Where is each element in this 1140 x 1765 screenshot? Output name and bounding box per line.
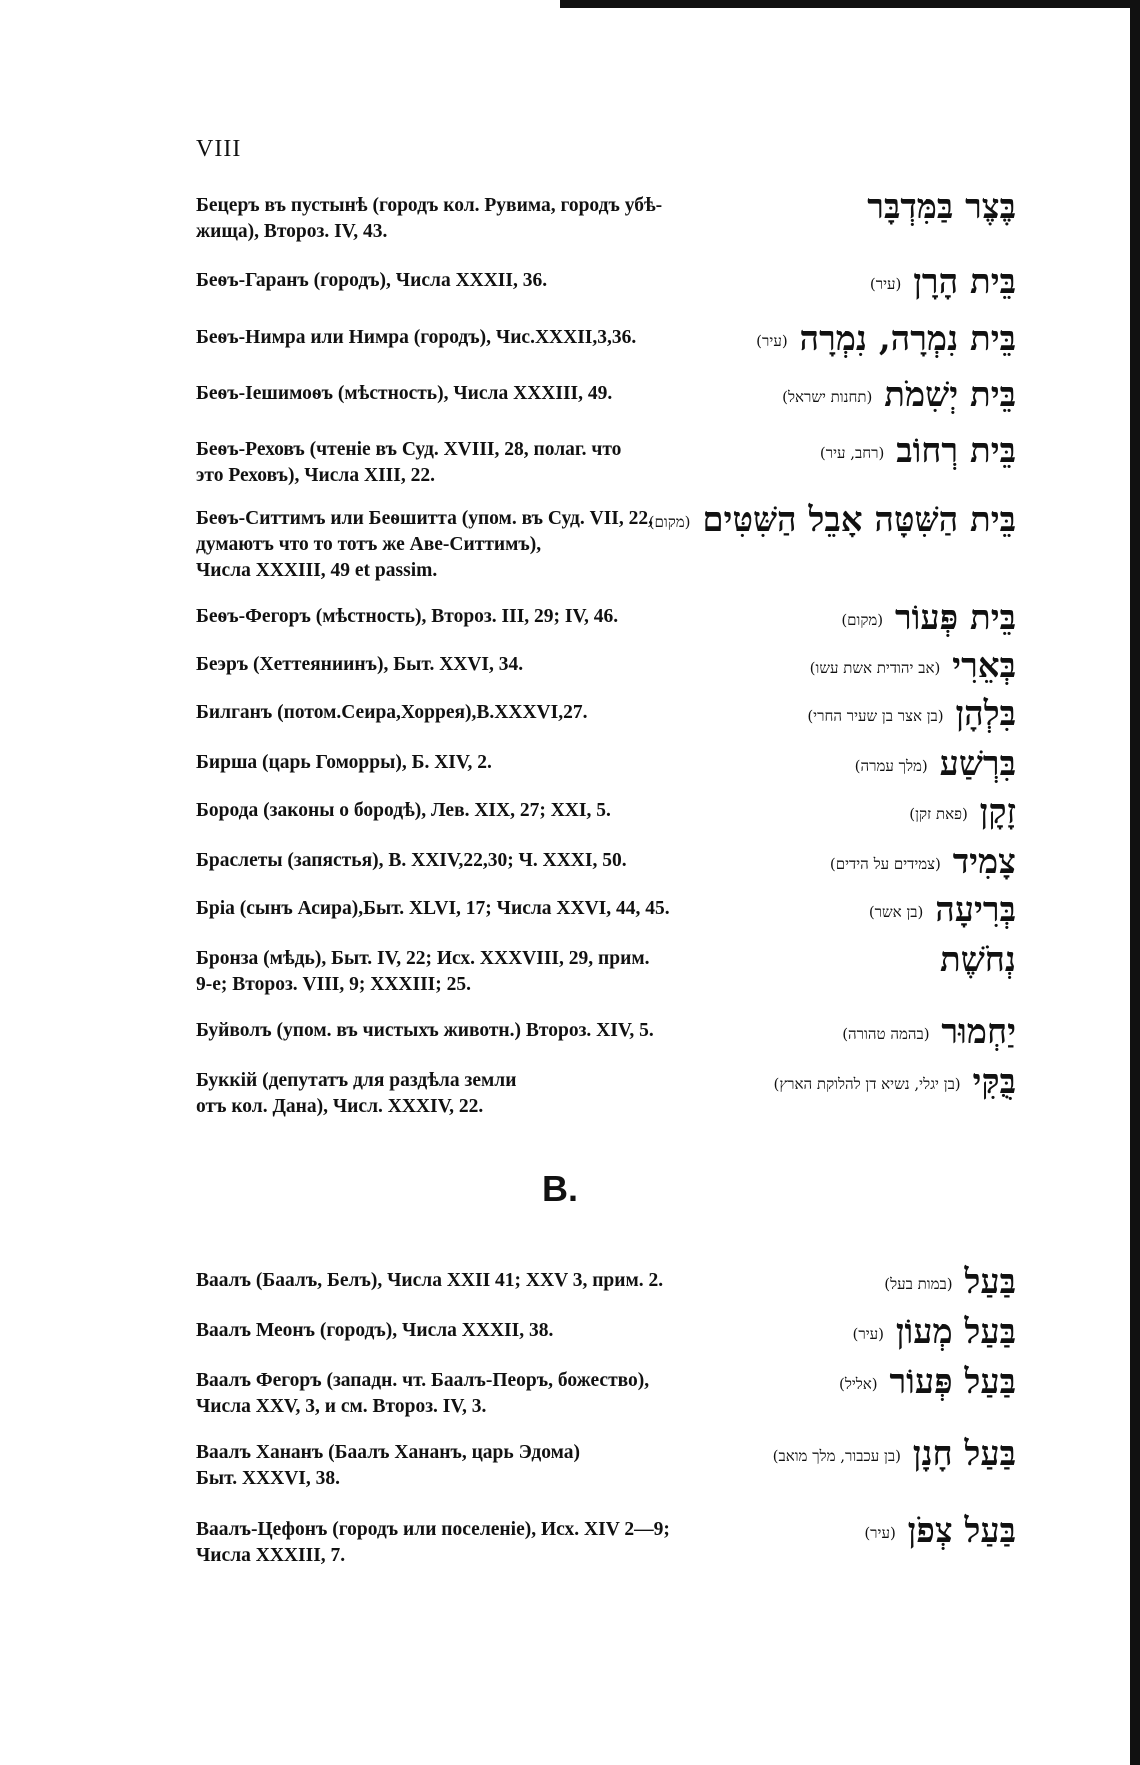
dictionary-entry [196, 1062, 1016, 1128]
entry-hebrew: זָקָן (פאת זקן) [909, 792, 1016, 832]
section-heading: В. [542, 1168, 578, 1209]
entry-russian: Бирша (царь Гоморры), Б. XIV, 2. [196, 752, 492, 773]
entry-hebrew: בֶּצֶר בַּמִּדְבָּר [867, 187, 1016, 227]
entry-hebrew: בַּעַל מְעוֹן (עיר) [852, 1312, 1016, 1352]
entry-russian: Беѳъ-Фегоръ (мѣстность), Второз. III, 29; IV, 46. [196, 606, 619, 627]
entry-russian: Беѳъ-Нимра или Нимра (городъ), Чис.XXXII,3,36. [196, 327, 637, 348]
entry-russian: Беѳъ-Реховъ (чтеніе въ Суд. XVIII, 28, полаг. что это Реховъ), Числа XIII, 22. [196, 439, 622, 486]
entry-hebrew: בֵּית הַשִּׁטָּה אָבֵל הַשִּׁטִּים (מקום) [648, 500, 1016, 540]
entry-russian: Ваалъ Хананъ (Баалъ Хананъ, царь Эдома) Быт. XXXVI, 38. [196, 1442, 580, 1489]
entry-hebrew: בֵּית רְחוֹב (רחב, עיר) [819, 431, 1016, 471]
entry-russian: Ваалъ Меонъ (городъ), Числа XXXII, 38. [196, 1320, 554, 1341]
entry-russian: Ваалъ-Цефонъ (городъ или поселеніе), Исх. XIV 2—9; Числа XXXIII, 7. [196, 1519, 670, 1566]
entry-hebrew: בֵּית נִמְרָה, נִמְרָה (עיר) [756, 319, 1016, 359]
scan-edge-right [1130, 0, 1140, 1765]
dictionary-entry [196, 1434, 1016, 1500]
dictionary-entry [196, 1511, 1016, 1577]
scan-edge-top [560, 0, 1140, 8]
entry-russian: Ваалъ (Баалъ, Белъ), Числа XXII 41; XXV 3, прим. 2. [196, 1270, 664, 1291]
dictionary-entry [196, 500, 1016, 581]
entry-hebrew: בְּרִיעָה (בן אשר) [868, 890, 1016, 930]
entry-russian: Ваалъ Фегоръ (западн. чт. Баалъ-Пеоръ, божество), Числа XXV, 3, и см. Второз. IV, 3. [196, 1370, 650, 1417]
entry-hebrew: בְּאֵרִי (אב יהודית אשת עשו) [809, 646, 1016, 686]
entry-russian: Беѳъ-Іешимоѳъ (мѣстность), Числа XXXIII, 49. [196, 383, 613, 404]
entry-hebrew: בֵּית פְּעוֹר (מקום) [841, 598, 1016, 638]
entry-hebrew: בִּרְשַׁע (מלך עמרה) [854, 744, 1016, 784]
entry-russian: Бецеръ въ пустынѣ (городъ кол. Рувима, городъ убѣ- жища), Второз. IV, 43. [196, 195, 663, 242]
entry-hebrew: בֵּית יְשִׁמֹת (תחנות ישראל) [782, 375, 1016, 415]
entry-hebrew: בַּעַל (במות בעל) [884, 1262, 1016, 1302]
entry-hebrew: יַחְמוּר (בהמה טהורה) [842, 1012, 1016, 1052]
entry-hebrew: צָמִיד (צמידים על הידים) [829, 842, 1016, 882]
entry-hebrew: נְחֹשֶׁת [940, 940, 1016, 980]
entry-hebrew: בַּעַל פְּעוֹר (אליל) [838, 1362, 1016, 1402]
dictionary-entry [196, 940, 1016, 1006]
page-number: VIII [196, 136, 242, 162]
entry-hebrew: בֻּקִּי (בן יגלי, נשיא דן להלוקת הארץ) [773, 1062, 1016, 1102]
dictionary-entry [196, 431, 1016, 497]
entry-russian: Билганъ (потом.Сеира,Хоррея),В.XXXVI,27. [196, 702, 588, 723]
entry-hebrew: בַּעַל צְפֹן (עיר) [864, 1511, 1016, 1551]
dictionary-entry [196, 187, 1016, 253]
dictionary-entry [196, 1362, 1016, 1428]
entry-hebrew: בֵּית הָרָן (עיר) [869, 262, 1016, 302]
entry-hebrew: בִּלְהָן (בן אצר בן שעיר החרי) [807, 694, 1016, 734]
entry-hebrew: בַּעַל חָנָן (בן עכבור, מלך מואב) [772, 1434, 1016, 1474]
entry-russian: Борода (законы о бородѣ), Лев. XIX, 27; XXI, 5. [196, 800, 611, 821]
entry-russian: Браслеты (запястья), В. XXIV,22,30; Ч. XXXI, 50. [196, 850, 627, 871]
entry-russian: Буккій (депутатъ для раздѣла земли отъ кол. Дана), Числ. XXXIV, 22. [196, 1070, 517, 1117]
entry-russian: Беэръ (Хеттеяниинъ), Быт. XXVI, 34. [196, 654, 524, 675]
entry-russian: Бронза (мѣдь), Быт. IV, 22; Исх. XXXVIII, 29, прим. 9-е; Второз. VIII, 9; XXXIII; 25. [196, 948, 650, 995]
entry-russian: Беѳъ-Гаранъ (городъ), Числа XXXII, 36. [196, 270, 548, 291]
entry-russian: Беѳъ-Ситтимъ или Беѳшитта (упом. въ Суд. VII, 22, думаютъ что то тотъ же Аве-Ситтимъ), Числа XXXIII, 49 et passim. [196, 508, 653, 581]
entry-russian: Бріа (сынъ Асира),Быт. XLVI, 17; Числа XXVI, 44, 45. [196, 898, 670, 919]
entry-russian: Буйволъ (упом. въ чистыхъ животн.) Второз. XIV, 5. [196, 1020, 654, 1041]
